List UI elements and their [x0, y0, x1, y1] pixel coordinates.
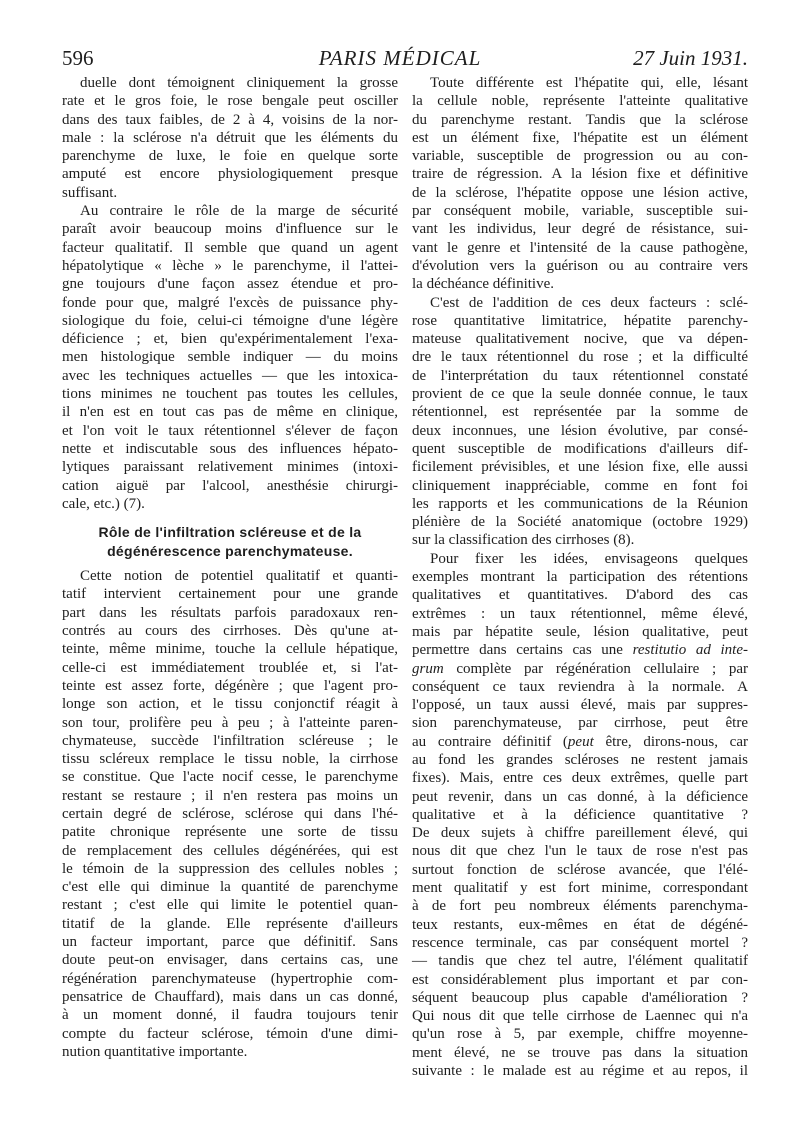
- text-line: dans des taux faibles, de 2 à 4, voisins de la nor-: [62, 111, 398, 128]
- text-line: le témoin de la suppression des cellules nobles ;: [62, 860, 398, 877]
- text-line: ficilement prévisibles, et une lésion fixe, elle aussi: [412, 459, 748, 476]
- text-line: siologique du foie, celui-ci témoigne d'une légère: [62, 312, 398, 329]
- text-line: chymateuse, succède l'infiltration scléreuse ; le: [62, 732, 398, 749]
- text-line: rescence terminale, cas par conséquent mortel ?: [412, 934, 748, 951]
- paragraph: [412, 294, 748, 550]
- text-line: exemples montrant la participation des rétentions: [412, 569, 748, 586]
- text-line: mais par hépatite seule, lésion qualitative, peut: [412, 623, 748, 640]
- text-line: pensatrice de Chauffard), mais dans un cas donné,: [62, 988, 398, 1005]
- text-line: il n'en est en tout cas pas de même en clinique,: [62, 404, 398, 421]
- text-line: part dans les résultats parfois paradoxaux ren-: [62, 604, 398, 621]
- text-line: qualitatives et quantitatives. D'abord des cas: [412, 587, 748, 604]
- italic-text: restitutio ad inte-: [632, 642, 748, 659]
- text-line: plénière de la Société anatomique (octobre 1929): [412, 514, 748, 531]
- text-line: surtout fonction de sclérose avancée, que l'élé-: [412, 861, 748, 878]
- text-line: suivante : le malade est au régime et au repos, il: [412, 1063, 748, 1080]
- text-line: à de fort peu nombreux éléments parenchyma-: [412, 898, 748, 915]
- italic-text: peut: [567, 733, 594, 750]
- text-line: et l'on voit le taux rétentionnel s'élever de façon: [62, 422, 398, 439]
- text-line: est un élément fixe, l'hépatite est un élément: [412, 129, 748, 146]
- text-line: au fond les grandes scléroses ne restent jamais: [412, 751, 748, 768]
- text-line: peut revenir, dans un cas donné, à la déficience: [412, 788, 748, 805]
- text-line: ment qualitatif y est fort minime, correspondant: [412, 880, 748, 897]
- text-segment: au contraire définitif (: [412, 733, 568, 750]
- text-line: fonde pour que, malgré l'excès de puissance phy-: [62, 294, 398, 311]
- text-line: régénération parenchymateuse (hypertrophie com-: [62, 970, 398, 987]
- text-line: men histologique semble indiquer — du moins: [62, 349, 398, 366]
- text-line: extrêmes : un taux rétentionnel, même élevé,: [412, 605, 748, 622]
- text-line: tions minimes ne touchent pas toutes les cellules,: [62, 386, 398, 403]
- text-line: de l'interprétation du taux rétentionnel constaté: [412, 367, 748, 384]
- text-line: conséquent ce taux reviendra à la normale. A: [412, 678, 748, 695]
- text-line: Au contraire le rôle de la marge de sécurité: [80, 203, 398, 220]
- left-column: [62, 74, 398, 1061]
- text-line: patite chronique représente une sorte de tissu: [62, 824, 398, 841]
- text-line: nous dit que chez l'un le taux de rose n'est pas: [412, 843, 748, 860]
- text-line: restant ; c'est elle qui limite le potentiel quan-: [62, 897, 398, 914]
- text-line: [412, 641, 748, 659]
- section-heading-line: Rôle de l'infiltration scléreuse et de la: [98, 524, 362, 541]
- right-column: [412, 74, 748, 1080]
- text-line: paraît avoir beaucoup moins d'influence sur le: [62, 221, 398, 238]
- text-line: duelle dont témoignent cliniquement la grosse: [80, 75, 398, 91]
- text-line: rétentionnel, est représentée par la somme de: [412, 404, 748, 421]
- text-line: séquent beaucoup plus capable d'amélioration ?: [412, 989, 748, 1006]
- text-line: de la sclérose, l'hépatite oppose une lésion active,: [412, 184, 748, 201]
- text-line: restant se restaure ; il n'en restera pas moins un: [62, 787, 398, 804]
- text-line: compte du facteur sclérose, témoin d'une dimi-: [62, 1025, 398, 1042]
- text-line: avec les techniques actuelles — que les intoxica-: [62, 367, 398, 384]
- text-line: Qui nous dit que telle cirrhose de Laennec qui n'a: [412, 1008, 748, 1025]
- text-line: par conséquent mobile, variable, susceptible sui-: [412, 203, 748, 220]
- text-line: qualitative et à la déficience quantitative ?: [412, 806, 748, 823]
- text-line: rate et le gros foie, le rose bengale peut osciller: [62, 93, 398, 110]
- text-line: teinte, même minime, touche la cellule hépatique,: [62, 641, 398, 658]
- text-line: la déchéance définitive.: [412, 276, 555, 293]
- left-paragraphs-after: [62, 567, 398, 1061]
- text-line: tissu scléreux remplace le tissu noble, la cirrhose: [62, 751, 398, 768]
- text-line: tatif intervient certainement pour une grande: [62, 586, 398, 603]
- text-line: de remplacement des cellules dégénérées, qui est: [62, 842, 398, 859]
- text-line: C'est de l'addition de ces deux facteurs : sclé-: [430, 294, 748, 311]
- text-line: parenchyme de luxe, le foie en quelque sorte: [62, 148, 398, 165]
- text-line: facteur qualitatif. Il semble que quand un agent: [62, 239, 398, 256]
- text-line: Pour fixer les idées, envisageons quelques: [430, 550, 748, 567]
- paragraph: [62, 202, 398, 513]
- text-line: vant le genre et l'intensité de la cause pathogène,: [412, 239, 748, 256]
- text-line: se constitue. Que l'acte nocif cesse, le parenchyme: [62, 769, 398, 786]
- text-line: nette et indiscutable sous des influences hépato-: [62, 440, 398, 457]
- text-line: d'évolution vers la guérison ou au contraire vers: [412, 257, 748, 274]
- text-line: nution quantitative importante.: [62, 1043, 248, 1060]
- text-line: deux inconnues, une lésion évolutive, par consé-: [412, 422, 748, 439]
- journal-title: PARIS MÉDICAL: [318, 46, 482, 70]
- text-line: [412, 733, 748, 751]
- text-line: quent susceptible de modifications d'ailleurs dif-: [412, 440, 748, 457]
- text-line: l'opposé, un taux aussi élevé, mais par suppres-: [412, 697, 748, 714]
- text-line: [412, 660, 748, 678]
- text-line: du parenchyme restant. Tandis que la sclérose: [412, 111, 748, 128]
- issue-date: 27 Juin 1931.: [633, 46, 748, 70]
- text-line: cale, etc.) (7).: [62, 495, 145, 512]
- text-line: un facteur important, parce que définitif. Sans: [62, 934, 398, 951]
- section-heading: [62, 523, 398, 561]
- text-line: c'est elle qui diminue la quantité de parenchyme: [62, 879, 398, 896]
- page-number: 596: [62, 46, 94, 70]
- text-line: teinte est assez forte, dégénère ; que l'agent pro-: [62, 677, 398, 694]
- text-line: titatif de la glande. Elle représente d'ailleurs: [62, 915, 398, 932]
- text-line: De deux sujets à chiffre pareillement élevé, qui: [412, 825, 748, 842]
- text-line: traire de régression. A la lésion fixe et définitive: [412, 166, 748, 183]
- paragraph: [412, 550, 748, 1081]
- text-line: ment élevé, ne se trouve pas dans la situation: [412, 1044, 748, 1061]
- text-line: male : la sclérose n'a détruit que les éléments du: [62, 129, 398, 146]
- paragraph: [62, 74, 398, 202]
- text-line: lytiques paraissant relativement minimes (intoxi-: [62, 459, 398, 476]
- text-line: vant les individus, leur degré de résistance, sui-: [412, 221, 748, 238]
- text-line: suffisant.: [62, 184, 118, 201]
- text-line: sur la classification des cirrhoses (8).: [412, 532, 635, 549]
- paragraph: [62, 567, 398, 1061]
- left-paragraphs-before: [62, 74, 398, 513]
- text-line: les rapports et les communications de la Réunion: [412, 495, 748, 512]
- paragraph: [412, 74, 748, 294]
- text-line: Cette notion de potentiel qualitatif et quanti-: [80, 568, 398, 585]
- text-line: rose quantitative limitatrice, hépatite parenchy-: [412, 312, 748, 329]
- text-line: doute peut-on envisager, dans certains cas, une: [62, 952, 398, 969]
- text-line: son tour, prolifère peu à peu ; à l'atteinte paren-: [62, 714, 398, 731]
- text-line: — tandis que chez tel autre, l'élément qualitatif: [412, 953, 748, 970]
- text-line: dre le taux rétentionnel du rose ; et la difficulté: [412, 349, 748, 366]
- text-line: cliniquement inappréciable, comme en font foi: [412, 477, 748, 494]
- text-line: hépatolytique « lèche » le parenchyme, il l'attei-: [62, 257, 398, 274]
- text-line: amputé est encore physiologiquement presque: [62, 166, 398, 183]
- right-paragraphs: [412, 74, 748, 1080]
- text-line: mateuse qualitativement nocive, que va dépen-: [412, 331, 748, 348]
- text-segment: être, dirons-nous, car: [593, 733, 748, 750]
- section-heading-line: dégénérescence parenchymateuse.: [107, 543, 353, 560]
- text-line: est considérablement plus important et par con-: [412, 971, 748, 988]
- italic-text: grum: [412, 660, 444, 677]
- text-line: à un moment donné, il faudra toujours tenir: [62, 1007, 398, 1024]
- text-line: teux restants, eux-mêmes en état de dégéné-: [412, 916, 748, 933]
- text-line: fixes). Mais, entre ces deux extrêmes, quelle part: [412, 770, 748, 787]
- text-line: provient de ce que la seule donnée connue, le taux: [412, 386, 748, 403]
- text-line: longe son action, et le tissu conjonctif réagit à: [62, 696, 398, 713]
- text-line: qu'un rose à 5, par exemple, chiffre moyenne-: [412, 1026, 748, 1043]
- text-segment: permettre dans certains cas une: [412, 642, 633, 659]
- text-segment: complète par régénération cellulaire ; par: [443, 660, 748, 677]
- text-line: Toute différente est l'hépatite qui, elle, lésant: [430, 75, 748, 91]
- text-line: celle-ci est immédiatement troublée et, si l'at-: [62, 659, 398, 676]
- text-line: sion parenchymateuse, par cirrhose, peut être: [412, 715, 748, 732]
- text-line: la cellule noble, représente l'atteinte qualitative: [412, 93, 748, 110]
- text-line: contrés au cours des cirrhoses. Dès qu'une at-: [62, 623, 398, 640]
- text-line: cation aiguë par l'alcool, anesthésie chirurgi-: [62, 477, 398, 494]
- text-line: variable, susceptible de progression ou au con-: [412, 148, 748, 165]
- text-line: certain degré de sclérose, sclérose qui dans l'hé-: [62, 805, 398, 822]
- text-line: déficience ; et, bien qu'expérimentalement l'exa-: [62, 331, 398, 348]
- text-line: gne toujours d'une façon assez étendue et pro-: [62, 276, 398, 293]
